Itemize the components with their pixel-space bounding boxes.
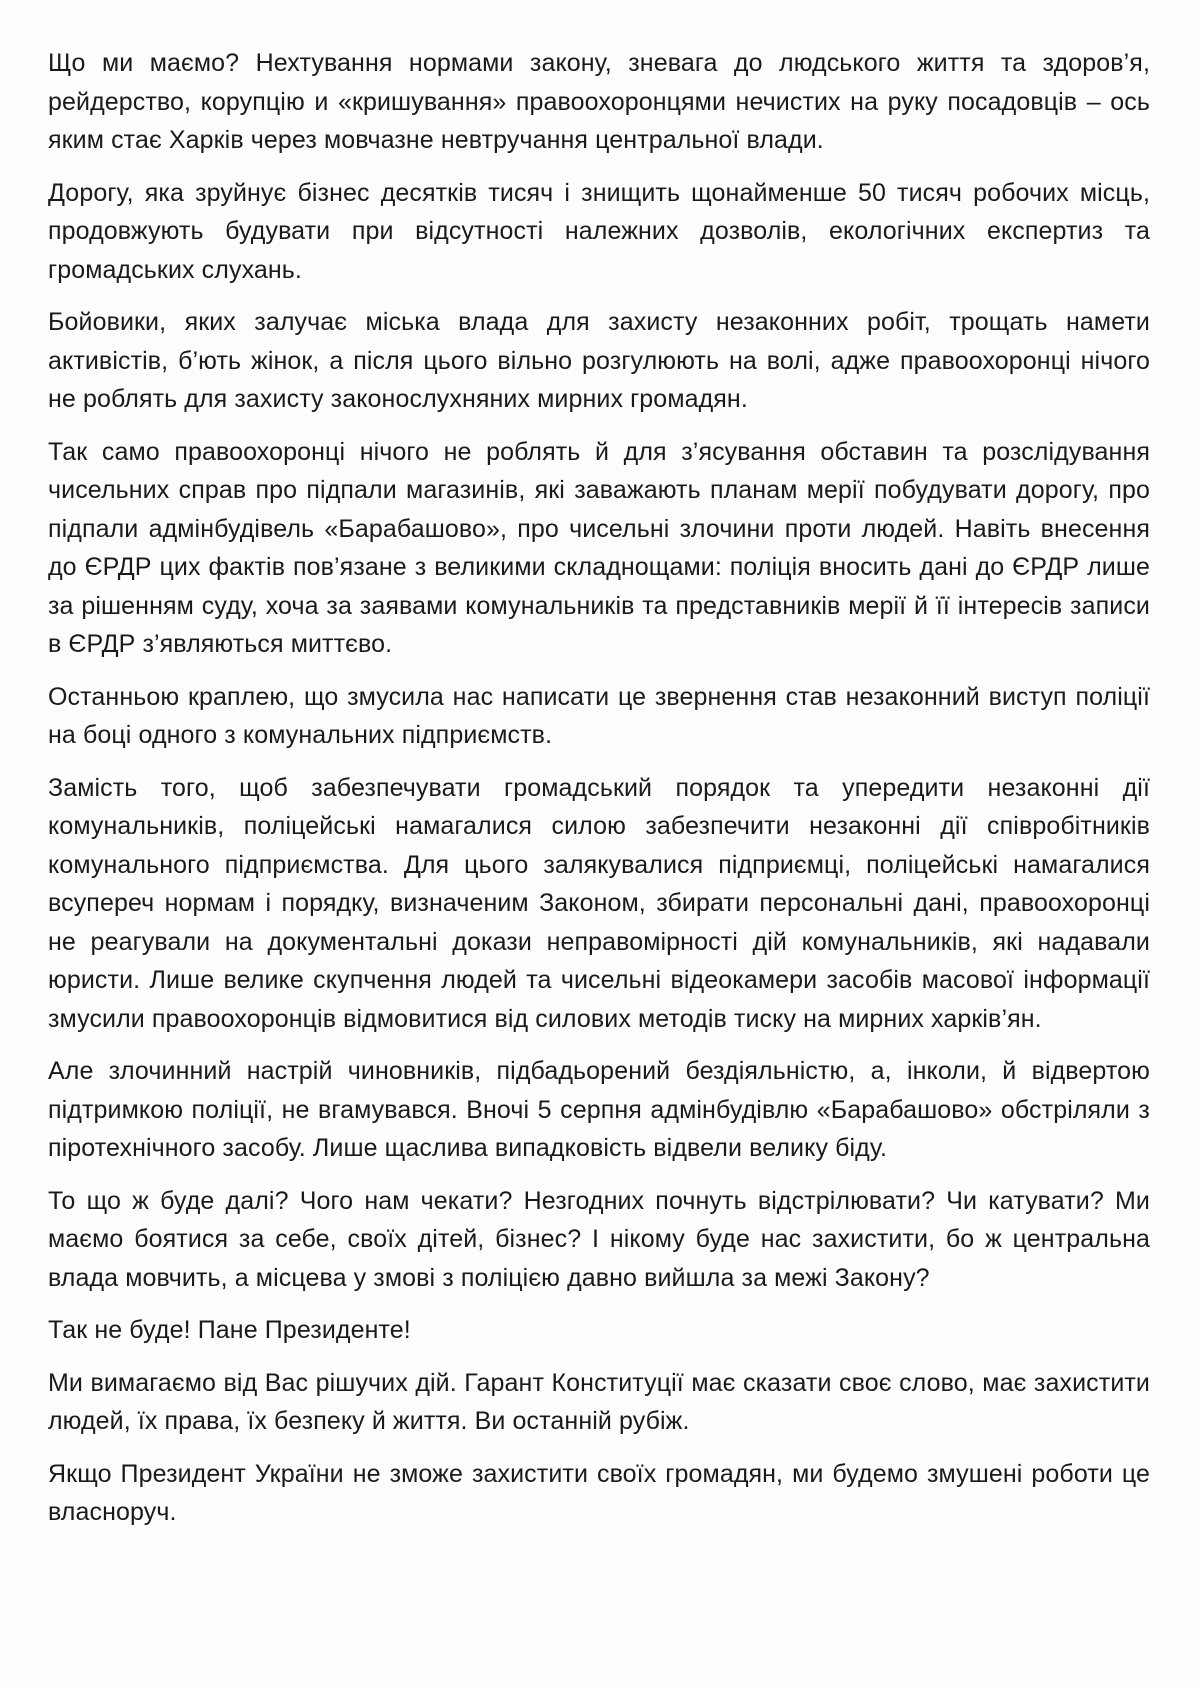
paragraph-3: Бойовики, яких залучає міська влада для захисту незаконних робіт, трощать намети активістів, б’ють жінок, а після цього вільно розгулюють на волі, адже правоохоронці нічого не роблять для захисту законослухняних мирних громадян.: [48, 308, 1150, 413]
paragraph-7: Але злочинний настрій чиновників, підбадьорений бездіяльністю, а, інколи, й відвертою підтримкою поліції, не вгамувався. Вночі 5 серпня адмінбудівлю «Барабашово» обстріляли з піротехнічного засобу. Лише щаслива випадковість відвели велику біду.: [48, 1057, 1150, 1162]
paragraph-1: Що ми маємо? Нехтування нормами закону, зневага до людського життя та здоров’я, рейдерство, корупцію и «кришування» правоохоронцями нечистих на руку посадовців – ось яким стає Харків через мовчазне невтручання центральної влади.: [48, 49, 1150, 154]
paragraph-6: Замість того, щоб забезпечувати громадський порядок та упередити незаконні дії комунальників, поліцейські намагалися силою забезпечити незаконні дії співробітників комунального підприємства. Для цього залякувалися підприємці, поліцейські намагалися всупереч нормам і порядку, визначеним Законом, збирати персональні дані, правоохоронці не реагували на документальні докази неправомірності дій комунальників, які надавали юристи. Лише велике скупчення людей та чисельні відеокамери засобів масової інформації змусили правоохоронців відмовитися від силових методів тиску на мирних харків’ян.: [48, 773, 1150, 1033]
paragraph-8: То що ж буде далі? Чого нам чекати? Незгодних почнуть відстрілювати? Чи катувати? Ми маємо боятися за себе, своїх дітей, бізнес? І нікому буде нас захистити, бо ж центральна влада мовчить, а місцева у змові з поліцією давно вийшла за межі Закону?: [48, 1186, 1150, 1292]
paragraph-10: Ми вимагаємо від Вас рішучих дій. Гарант Конституції має сказати своє слово, має захистити людей, їх права, їх безпеку й життя. Ви останній рубіж.: [48, 1368, 1150, 1435]
paragraph-2: Дорогу, яка зруйнує бізнес десятків тисяч і знищить щонайменше 50 тисяч робочих місць, продовжують будувати при відсутності належних дозволів, екологічних експертиз та громадських слухань.: [48, 178, 1150, 284]
paragraph-11: Якщо Президент України не зможе захистити своїх громадян, ми будемо змушені роботи це власноруч.: [48, 1459, 1150, 1526]
paragraph-9: Так не буде! Пане Президенте!: [48, 1316, 411, 1344]
paragraph-5: Останньою краплею, що змусила нас написати це звернення став незаконний виступ поліції на боці одного з комунальних підприємств.: [48, 682, 1150, 749]
paragraph-4: Так само правоохоронці нічого не роблять й для з’ясування обставин та розслідування чисельних справ про підпали магазинів, які заважають планам мерії побудувати дорогу, про підпали адмінбудівель «Барабашово», про чисельні злочини проти людей. Навіть внесення до ЄРДР цих фактів пов’язане з великими складнощами: поліція вносить дані до ЄРДР лише за рішенням суду, хоча за заявами комунальників та представників мерії й її інтересів записи в ЄРДР з’являються миттєво.: [48, 437, 1150, 658]
